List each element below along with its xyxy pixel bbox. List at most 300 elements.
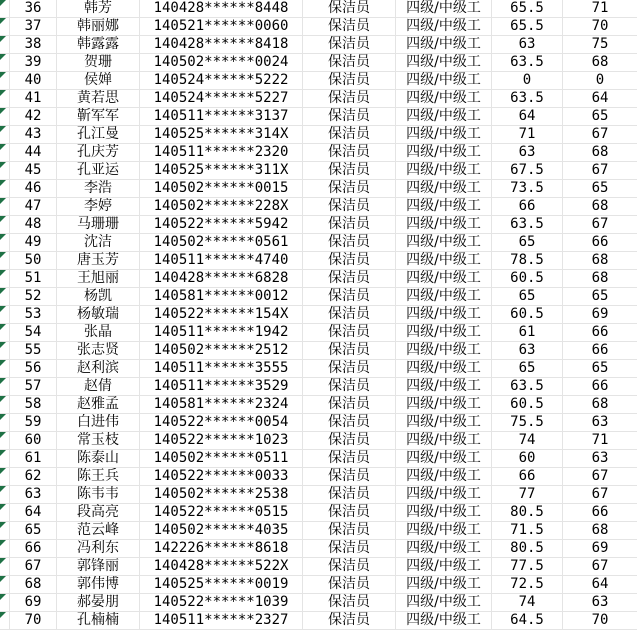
row-indicator-cell[interactable] (0, 396, 10, 413)
cell-job-title[interactable]: 保洁员 (303, 612, 396, 629)
cell-score1[interactable]: 74 (492, 594, 563, 611)
cell-job-title[interactable]: 保洁员 (303, 108, 396, 125)
cell-name[interactable]: 靳军军 (57, 108, 140, 125)
cell-score2[interactable]: 67 (591, 486, 609, 502)
cell-score2[interactable]: 70 (591, 612, 609, 628)
row-indicator-cell[interactable] (0, 180, 10, 197)
cell-score2[interactable]: 71 (591, 432, 609, 448)
cell-row-number[interactable]: 60 (10, 432, 57, 449)
cell-name[interactable]: 陈王兵 (57, 468, 140, 485)
cell-row-number[interactable]: 66 (10, 540, 57, 557)
error-triangle-icon (0, 234, 6, 240)
cell-level[interactable]: 四级/中级工 (396, 522, 492, 539)
row-indicator-cell[interactable] (0, 72, 10, 89)
row-indicator-cell[interactable] (0, 270, 10, 287)
cell-row-number[interactable]: 44 (10, 144, 57, 161)
cell-score2[interactable]: 64 (591, 90, 609, 106)
cell-name[interactable]: 韩丽娜 (57, 18, 140, 35)
cell-score1[interactable]: 63 (492, 342, 563, 359)
cell-name[interactable]: 李浩 (57, 180, 140, 197)
row-indicator-cell[interactable] (0, 360, 10, 377)
table-row (0, 54, 637, 72)
row-indicator-cell[interactable] (0, 0, 10, 17)
cell-name[interactable]: 赵雅孟 (57, 396, 140, 413)
cell-job-title[interactable]: 保洁员 (303, 180, 396, 197)
cell-job-title[interactable]: 保洁员 (303, 558, 396, 575)
cell-row-number[interactable]: 36 (10, 0, 57, 17)
row-indicator-cell[interactable] (0, 54, 10, 71)
cell-level[interactable]: 四级/中级工 (396, 432, 492, 449)
cell-score2[interactable]: 65 (591, 360, 609, 376)
cell-level[interactable]: 四级/中级工 (396, 162, 492, 179)
cell-score2[interactable]: 68 (591, 54, 609, 70)
cell-level[interactable]: 四级/中级工 (396, 414, 492, 431)
cell-row-number[interactable]: 46 (10, 180, 57, 197)
cell-row-number[interactable]: 58 (10, 396, 57, 413)
table-row (0, 360, 637, 378)
cell-id-number[interactable]: 140525******314X (140, 126, 303, 143)
cell-job-title[interactable]: 保洁员 (303, 396, 396, 413)
cell-name[interactable]: 陈泰山 (57, 450, 140, 467)
cell-id-number[interactable]: 140511******1942 (140, 324, 303, 341)
cell-score2[interactable]: 63 (591, 594, 609, 610)
cell-job-title[interactable]: 保洁员 (303, 198, 396, 215)
row-indicator-cell[interactable] (0, 594, 10, 611)
error-triangle-icon (0, 450, 6, 456)
cell-score2[interactable]: 67 (591, 126, 609, 142)
cell-level[interactable]: 四级/中级工 (396, 378, 492, 395)
error-triangle-icon (0, 72, 6, 78)
cell-job-title[interactable]: 保洁员 (303, 468, 396, 485)
cell-row-number[interactable]: 68 (10, 576, 57, 593)
cell-job-title[interactable]: 保洁员 (303, 342, 396, 359)
cell-score2[interactable]: 64 (591, 576, 609, 592)
cell-score1[interactable]: 74 (492, 432, 563, 449)
row-indicator-cell[interactable] (0, 234, 10, 251)
cell-row-number[interactable]: 53 (10, 306, 57, 323)
cell-score1[interactable]: 71.5 (492, 522, 563, 539)
cell-id-number[interactable]: 142226******8618 (140, 540, 303, 557)
cell-level[interactable]: 四级/中级工 (396, 360, 492, 377)
row-indicator-cell[interactable] (0, 558, 10, 575)
cell-level[interactable]: 四级/中级工 (396, 558, 492, 575)
cell-id-number[interactable]: 140502******4035 (140, 522, 303, 539)
cell-name[interactable]: 孔江曼 (57, 126, 140, 143)
cell-row-number[interactable]: 51 (10, 270, 57, 287)
cell-score1[interactable]: 60 (492, 450, 563, 467)
error-triangle-icon (0, 198, 6, 204)
cell-score2[interactable]: 68 (591, 252, 609, 268)
cell-score1[interactable]: 72.5 (492, 576, 563, 593)
cell-score2[interactable]: 63 (591, 450, 609, 466)
cell-score1[interactable]: 61 (492, 324, 563, 341)
cell-row-number[interactable]: 43 (10, 126, 57, 143)
cell-score1[interactable]: 66 (492, 198, 563, 215)
cell-score2[interactable]: 66 (591, 324, 609, 340)
cell-job-title[interactable]: 保洁员 (303, 234, 396, 251)
cell-score1[interactable]: 64 (492, 108, 563, 125)
cell-name[interactable]: 黄若思 (57, 90, 140, 107)
cell-level[interactable]: 四级/中级工 (396, 486, 492, 503)
cell-score2[interactable]: 65 (591, 288, 609, 304)
cell-score2[interactable]: 65 (591, 108, 609, 124)
row-indicator-cell[interactable] (0, 576, 10, 593)
cell-score1[interactable]: 63 (492, 144, 563, 161)
cell-row-number[interactable]: 56 (10, 360, 57, 377)
cell-level[interactable]: 四级/中级工 (396, 504, 492, 521)
cell-score2[interactable]: 71 (591, 0, 609, 16)
cell-level[interactable]: 四级/中级工 (396, 144, 492, 161)
cell-row-number[interactable]: 39 (10, 54, 57, 71)
cell-name[interactable]: 杨凯 (57, 288, 140, 305)
row-indicator-cell[interactable] (0, 36, 10, 53)
cell-row-number[interactable]: 40 (10, 72, 57, 89)
row-indicator-cell[interactable] (0, 288, 10, 305)
cell-score2[interactable]: 69 (591, 306, 609, 322)
cell-score2[interactable]: 68 (591, 522, 609, 538)
cell-name[interactable]: 贺珊 (57, 54, 140, 71)
cell-score2[interactable]: 68 (591, 270, 609, 286)
cell-name[interactable]: 侯婵 (57, 72, 140, 89)
cell-row-number[interactable]: 55 (10, 342, 57, 359)
cell-level[interactable]: 四级/中级工 (396, 234, 492, 251)
row-indicator-cell[interactable] (0, 450, 10, 467)
cell-name[interactable]: 赵倩 (57, 378, 140, 395)
cell-name[interactable]: 沈洁 (57, 234, 140, 251)
cell-name[interactable]: 张晶 (57, 324, 140, 341)
cell-name[interactable]: 唐玉芳 (57, 252, 140, 269)
cell-level[interactable]: 四级/中级工 (396, 270, 492, 287)
row-indicator-cell[interactable] (0, 90, 10, 107)
cell-score1[interactable]: 71 (492, 126, 563, 143)
row-indicator-cell[interactable] (0, 108, 10, 125)
cell-level[interactable]: 四级/中级工 (396, 540, 492, 557)
cell-id-number[interactable]: 140524******5227 (140, 90, 303, 107)
cell-name[interactable]: 赵利滨 (57, 360, 140, 377)
cell-score1[interactable]: 65 (492, 360, 563, 377)
cell-score2[interactable]: 68 (591, 198, 609, 214)
cell-id-number[interactable]: 140522******1039 (140, 594, 303, 611)
cell-id-number[interactable]: 140428******8448 (140, 0, 303, 17)
cell-job-title[interactable]: 保洁员 (303, 162, 396, 179)
cell-score1[interactable]: 65 (492, 288, 563, 305)
cell-id-number[interactable]: 140511******3555 (140, 360, 303, 377)
cell-level[interactable]: 四级/中级工 (396, 288, 492, 305)
cell-score1[interactable]: 78.5 (492, 252, 563, 269)
row-indicator-cell[interactable] (0, 162, 10, 179)
table-row (0, 126, 637, 144)
row-indicator-cell[interactable] (0, 216, 10, 233)
cell-level[interactable]: 四级/中级工 (396, 198, 492, 215)
cell-score2[interactable]: 75 (591, 36, 609, 52)
cell-name[interactable]: 郭伟博 (57, 576, 140, 593)
cell-id-number[interactable]: 140511******2327 (140, 612, 303, 629)
cell-job-title[interactable]: 保洁员 (303, 0, 396, 17)
cell-row-number[interactable]: 70 (10, 612, 57, 629)
row-indicator-cell[interactable] (0, 432, 10, 449)
cell-row-number[interactable]: 57 (10, 378, 57, 395)
cell-level[interactable]: 四级/中级工 (396, 54, 492, 71)
cell-job-title[interactable]: 保洁员 (303, 414, 396, 431)
cell-name[interactable]: 郝晏朋 (57, 594, 140, 611)
row-indicator-cell[interactable] (0, 378, 10, 395)
row-indicator-cell[interactable] (0, 198, 10, 215)
cell-job-title[interactable]: 保洁员 (303, 540, 396, 557)
cell-id-number[interactable]: 140502******228X (140, 198, 303, 215)
cell-id-number[interactable]: 140522******0033 (140, 468, 303, 485)
cell-score2[interactable]: 66 (591, 504, 609, 520)
cell-id-number[interactable]: 140428******6828 (140, 270, 303, 287)
error-triangle-icon (0, 108, 6, 114)
cell-job-title[interactable]: 保洁员 (303, 360, 396, 377)
cell-level[interactable]: 四级/中级工 (396, 306, 492, 323)
cell-score1[interactable]: 80.5 (492, 540, 563, 557)
cell-job-title[interactable]: 保洁员 (303, 288, 396, 305)
cell-score2[interactable]: 66 (591, 378, 609, 394)
cell-score2[interactable]: 67 (591, 216, 609, 232)
cell-level[interactable]: 四级/中级工 (396, 108, 492, 125)
cell-level[interactable]: 四级/中级工 (396, 126, 492, 143)
row-indicator-cell[interactable] (0, 414, 10, 431)
table-row (0, 504, 637, 522)
cell-score2[interactable]: 63 (591, 414, 609, 430)
cell-job-title[interactable]: 保洁员 (303, 144, 396, 161)
error-triangle-icon (0, 180, 6, 186)
cell-job-title[interactable]: 保洁员 (303, 18, 396, 35)
cell-level[interactable]: 四级/中级工 (396, 180, 492, 197)
cell-job-title[interactable]: 保洁员 (303, 504, 396, 521)
cell-score1[interactable]: 60.5 (492, 270, 563, 287)
row-indicator-cell[interactable] (0, 144, 10, 161)
cell-name[interactable]: 孔庆芳 (57, 144, 140, 161)
row-indicator-cell[interactable] (0, 342, 10, 359)
table-row (0, 72, 637, 90)
cell-job-title[interactable]: 保洁员 (303, 72, 396, 89)
row-indicator-cell[interactable] (0, 540, 10, 557)
cell-row-number[interactable]: 37 (10, 18, 57, 35)
cell-id-number[interactable]: 140511******3137 (140, 108, 303, 125)
cell-id-number[interactable]: 140502******0015 (140, 180, 303, 197)
row-indicator-cell[interactable] (0, 612, 10, 629)
cell-id-number[interactable]: 140428******522X (140, 558, 303, 575)
cell-score2[interactable]: 69 (591, 540, 609, 556)
cell-level[interactable]: 四级/中级工 (396, 0, 492, 17)
cell-name[interactable]: 李婷 (57, 198, 140, 215)
cell-score1[interactable]: 63.5 (492, 216, 563, 233)
cell-level[interactable]: 四级/中级工 (396, 252, 492, 269)
cell-job-title[interactable]: 保洁员 (303, 324, 396, 341)
cell-row-number[interactable]: 64 (10, 504, 57, 521)
cell-job-title[interactable]: 保洁员 (303, 54, 396, 71)
cell-id-number[interactable]: 140502******2538 (140, 486, 303, 503)
cell-level[interactable]: 四级/中级工 (396, 468, 492, 485)
cell-level[interactable]: 四级/中级工 (396, 594, 492, 611)
cell-score2[interactable]: 70 (591, 18, 609, 34)
cell-id-number[interactable]: 140581******2324 (140, 396, 303, 413)
row-indicator-cell[interactable] (0, 324, 10, 341)
cell-score1[interactable]: 65.5 (492, 0, 563, 17)
cell-row-number[interactable]: 47 (10, 198, 57, 215)
cell-row-number[interactable]: 65 (10, 522, 57, 539)
cell-score1[interactable]: 73.5 (492, 180, 563, 197)
cell-row-number[interactable]: 59 (10, 414, 57, 431)
cell-job-title[interactable]: 保洁员 (303, 126, 396, 143)
cell-score1[interactable]: 77.5 (492, 558, 563, 575)
cell-score2[interactable]: 68 (591, 396, 609, 412)
cell-id-number[interactable]: 140511******2320 (140, 144, 303, 161)
cell-id-number[interactable]: 140521******0060 (140, 18, 303, 35)
cell-row-number[interactable]: 49 (10, 234, 57, 251)
cell-name[interactable]: 韩芳 (57, 0, 140, 17)
cell-id-number[interactable]: 140502******0024 (140, 54, 303, 71)
cell-job-title[interactable]: 保洁员 (303, 594, 396, 611)
cell-name[interactable]: 冯利东 (57, 540, 140, 557)
cell-name[interactable]: 孔亚运 (57, 162, 140, 179)
cell-job-title[interactable]: 保洁员 (303, 522, 396, 539)
cell-id-number[interactable]: 140511******3529 (140, 378, 303, 395)
cell-job-title[interactable]: 保洁员 (303, 216, 396, 233)
row-indicator-cell[interactable] (0, 468, 10, 485)
cell-name[interactable]: 孔楠楠 (57, 612, 140, 629)
cell-id-number[interactable]: 140581******0012 (140, 288, 303, 305)
row-indicator-cell[interactable] (0, 18, 10, 35)
cell-score1[interactable]: 77 (492, 486, 563, 503)
cell-id-number[interactable]: 140502******2512 (140, 342, 303, 359)
row-indicator-cell[interactable] (0, 306, 10, 323)
cell-level[interactable]: 四级/中级工 (396, 18, 492, 35)
cell-row-number[interactable]: 63 (10, 486, 57, 503)
cell-job-title[interactable]: 保洁员 (303, 486, 396, 503)
cell-name[interactable]: 常玉枝 (57, 432, 140, 449)
cell-job-title[interactable]: 保洁员 (303, 36, 396, 53)
cell-level[interactable]: 四级/中级工 (396, 36, 492, 53)
cell-score1[interactable]: 65.5 (492, 18, 563, 35)
cell-id-number[interactable]: 140525******311X (140, 162, 303, 179)
cell-row-number[interactable]: 52 (10, 288, 57, 305)
cell-score2[interactable]: 0 (595, 72, 605, 88)
cell-id-number[interactable]: 140522******0054 (140, 414, 303, 431)
cell-level[interactable]: 四级/中级工 (396, 612, 492, 629)
error-triangle-icon (0, 18, 6, 24)
cell-row-number[interactable]: 48 (10, 216, 57, 233)
cell-job-title[interactable]: 保洁员 (303, 450, 396, 467)
cell-score2[interactable]: 68 (591, 144, 609, 160)
cell-score1[interactable]: 65 (492, 234, 563, 251)
cell-row-number[interactable]: 54 (10, 324, 57, 341)
cell-job-title[interactable]: 保洁员 (303, 306, 396, 323)
cell-score2[interactable]: 65 (591, 180, 609, 196)
cell-row-number[interactable]: 69 (10, 594, 57, 611)
cell-name[interactable]: 王旭丽 (57, 270, 140, 287)
cell-score2[interactable]: 66 (591, 234, 609, 250)
cell-score1[interactable]: 60.5 (492, 306, 563, 323)
cell-score1[interactable]: 63.5 (492, 378, 563, 395)
cell-level[interactable]: 四级/中级工 (396, 450, 492, 467)
cell-level[interactable]: 四级/中级工 (396, 72, 492, 89)
cell-row-number[interactable]: 38 (10, 36, 57, 53)
cell-name[interactable]: 韩露露 (57, 36, 140, 53)
cell-id-number[interactable]: 140525******0019 (140, 576, 303, 593)
cell-name[interactable]: 郭锋丽 (57, 558, 140, 575)
cell-level[interactable]: 四级/中级工 (396, 396, 492, 413)
row-indicator-cell[interactable] (0, 486, 10, 503)
row-indicator-cell[interactable] (0, 504, 10, 521)
cell-job-title[interactable]: 保洁员 (303, 576, 396, 593)
cell-score1[interactable]: 80.5 (492, 504, 563, 521)
cell-level[interactable]: 四级/中级工 (396, 216, 492, 233)
table-row (0, 414, 637, 432)
table-row (0, 108, 637, 126)
cell-name[interactable]: 白进伟 (57, 414, 140, 431)
cell-row-number[interactable]: 62 (10, 468, 57, 485)
cell-name[interactable]: 马珊珊 (57, 216, 140, 233)
cell-id-number[interactable]: 140522******5942 (140, 216, 303, 233)
cell-job-title[interactable]: 保洁员 (303, 252, 396, 269)
cell-level[interactable]: 四级/中级工 (396, 90, 492, 107)
cell-name[interactable]: 范云峰 (57, 522, 140, 539)
cell-id-number[interactable]: 140502******0511 (140, 450, 303, 467)
row-indicator-cell[interactable] (0, 126, 10, 143)
cell-row-number[interactable]: 67 (10, 558, 57, 575)
cell-score1[interactable]: 60.5 (492, 396, 563, 413)
cell-score1[interactable]: 0 (492, 72, 563, 89)
cell-score2[interactable]: 67 (591, 468, 609, 484)
cell-job-title[interactable]: 保洁员 (303, 432, 396, 449)
table-row (0, 432, 637, 450)
cell-job-title[interactable]: 保洁员 (303, 270, 396, 287)
cell-score2[interactable]: 67 (591, 558, 609, 574)
cell-row-number[interactable]: 50 (10, 252, 57, 269)
cell-score1[interactable]: 63.5 (492, 90, 563, 107)
cell-job-title[interactable]: 保洁员 (303, 378, 396, 395)
cell-row-number[interactable]: 42 (10, 108, 57, 125)
cell-id-number[interactable]: 140428******8418 (140, 36, 303, 53)
cell-score1[interactable]: 63 (492, 36, 563, 53)
table-row (0, 144, 637, 162)
cell-row-number[interactable]: 41 (10, 90, 57, 107)
cell-level[interactable]: 四级/中级工 (396, 324, 492, 341)
cell-row-number[interactable]: 45 (10, 162, 57, 179)
cell-level[interactable]: 四级/中级工 (396, 342, 492, 359)
cell-score1[interactable]: 66 (492, 468, 563, 485)
cell-score1[interactable]: 64.5 (492, 612, 563, 629)
cell-id-number[interactable]: 140511******4740 (140, 252, 303, 269)
cell-job-title[interactable]: 保洁员 (303, 90, 396, 107)
cell-name[interactable]: 张志贤 (57, 342, 140, 359)
cell-name[interactable]: 杨敏瑞 (57, 306, 140, 323)
cell-id-number[interactable]: 140522******0515 (140, 504, 303, 521)
cell-score1[interactable]: 67.5 (492, 162, 563, 179)
cell-name[interactable]: 段高亮 (57, 504, 140, 521)
cell-id-number[interactable]: 140522******1023 (140, 432, 303, 449)
cell-level[interactable]: 四级/中级工 (396, 576, 492, 593)
error-triangle-icon (0, 558, 6, 564)
cell-id-number[interactable]: 140522******154X (140, 306, 303, 323)
cell-name[interactable]: 陈韦韦 (57, 486, 140, 503)
error-triangle-icon (0, 432, 6, 438)
cell-id-number[interactable]: 140502******0561 (140, 234, 303, 251)
cell-score1[interactable]: 75.5 (492, 414, 563, 431)
cell-id-number[interactable]: 140524******5222 (140, 72, 303, 89)
cell-row-number[interactable]: 61 (10, 450, 57, 467)
row-indicator-cell[interactable] (0, 252, 10, 269)
row-indicator-cell[interactable] (0, 522, 10, 539)
cell-score2[interactable]: 66 (591, 342, 609, 358)
table-row (0, 324, 637, 342)
error-triangle-icon (0, 144, 6, 150)
cell-score1[interactable]: 63.5 (492, 54, 563, 71)
cell-score2[interactable]: 67 (591, 162, 609, 178)
